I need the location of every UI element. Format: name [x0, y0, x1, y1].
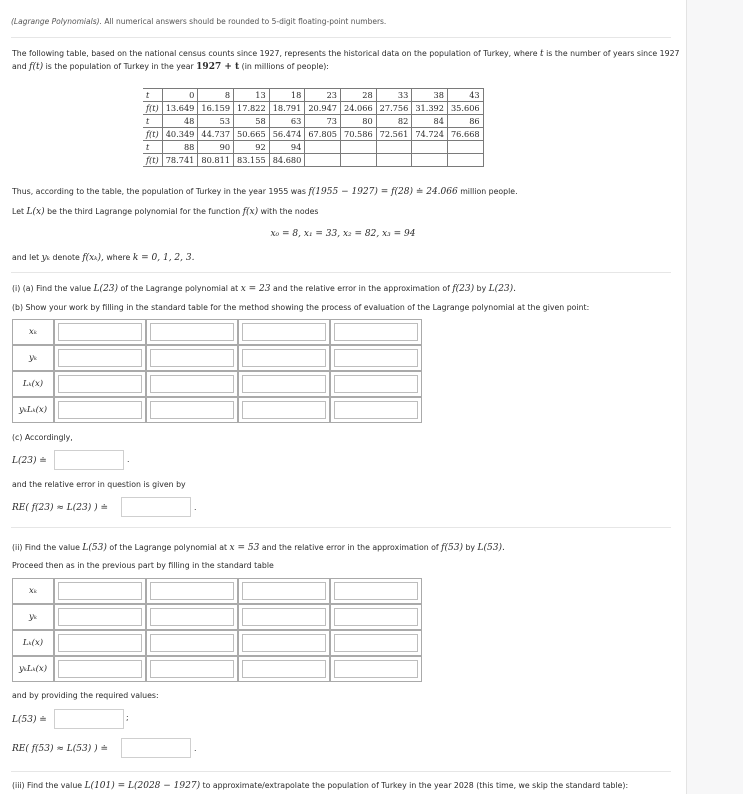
work-cell: [238, 630, 330, 656]
work-cell-input[interactable]: [242, 608, 326, 626]
table-cell: 40.349: [162, 128, 198, 141]
work-cell-input[interactable]: [58, 634, 142, 652]
table-cell: 72.561: [376, 128, 412, 141]
accordingly: (c) Accordingly,: [12, 433, 73, 442]
work-cell-input[interactable]: [150, 582, 234, 600]
work-row-label: yₖLₖ(x): [12, 397, 54, 423]
intro-label: (Lagrange Polynomials).: [11, 17, 102, 26]
period: .: [194, 503, 197, 512]
work-row: [12, 604, 422, 630]
row-label: t: [143, 89, 162, 102]
work-row: [12, 397, 422, 423]
work-table-23: [12, 319, 422, 423]
table-cell: 76.668: [447, 128, 483, 141]
L23-answer-input[interactable]: [54, 450, 124, 470]
work-row-label: yₖ: [12, 345, 54, 371]
work-cell-input[interactable]: [242, 375, 326, 393]
table-row-f: [143, 154, 483, 167]
part-iii: (iii) Find the value L(101) = L(2028 − 1927) to approximate/extrapolate the population of Turkey in the year 2028 (this time, we skip the standard table):: [12, 781, 629, 791]
providing-line: and by providing the required values:: [12, 691, 159, 700]
work-cell: [54, 397, 146, 423]
work-cell-input[interactable]: [334, 323, 418, 341]
table-cell: 83.155: [234, 154, 270, 167]
table-cell: 16.159: [198, 102, 234, 115]
problem-line-1: The following table, based on the national census counts since 1927, represents the historical data on the population of Turkey, where t is the number of years since 1927: [12, 49, 680, 59]
table-cell: 20.947: [305, 102, 341, 115]
RE23-answer-input[interactable]: [121, 497, 191, 517]
work-cell: [330, 604, 422, 630]
table-cell: 38: [412, 89, 448, 102]
work-row: [12, 319, 422, 345]
table-row-f: [143, 102, 483, 115]
table-cell: 13.649: [162, 102, 198, 115]
work-cell-input[interactable]: [58, 401, 142, 419]
period: .: [127, 455, 130, 464]
work-cell: [238, 397, 330, 423]
work-cell-input[interactable]: [242, 349, 326, 367]
yk-line: and let yₖ denote f(xₖ), where k = 0, 1, 2, 3.: [12, 253, 195, 263]
work-cell-input[interactable]: [242, 401, 326, 419]
work-cell: [146, 630, 238, 656]
work-cell: [330, 319, 422, 345]
table-cell: 44.737: [198, 128, 234, 141]
table-cell: [447, 141, 483, 154]
work-cell-input[interactable]: [334, 401, 418, 419]
work-cell: [146, 345, 238, 371]
table-cell: 43: [447, 89, 483, 102]
work-cell-input[interactable]: [58, 375, 142, 393]
work-cell-input[interactable]: [150, 375, 234, 393]
table-cell: 31.392: [412, 102, 448, 115]
work-row: [12, 630, 422, 656]
table-cell: 53: [198, 115, 234, 128]
work-cell-input[interactable]: [334, 375, 418, 393]
work-cell-input[interactable]: [150, 323, 234, 341]
table-cell: [376, 154, 412, 167]
table-cell: 82: [376, 115, 412, 128]
work-cell-input[interactable]: [242, 582, 326, 600]
table-row-t: [143, 141, 483, 154]
RE53-answer-input[interactable]: [121, 738, 191, 758]
work-cell-input[interactable]: [242, 660, 326, 678]
work-cell: [146, 319, 238, 345]
table-cell: [376, 141, 412, 154]
work-cell: [330, 397, 422, 423]
part-ii: (ii) Find the value L(53) of the Lagrange polynomial at x = 53 and the relative error in the approximation of f(53) by L(53).: [12, 543, 505, 553]
work-cell: [54, 345, 146, 371]
work-cell: [146, 371, 238, 397]
work-cell-input[interactable]: [150, 349, 234, 367]
table-cell: 80.811: [198, 154, 234, 167]
work-row: [12, 371, 422, 397]
nodes: x₀ = 8, x₁ = 33, x₂ = 82, x₃ = 94: [270, 229, 416, 239]
intro: [11, 17, 386, 26]
work-cell-input[interactable]: [150, 401, 234, 419]
work-cell-input[interactable]: [58, 349, 142, 367]
work-cell: [146, 397, 238, 423]
row-label: f(t): [143, 128, 162, 141]
table-cell: 88: [162, 141, 198, 154]
table-cell: 92: [234, 141, 270, 154]
work-cell: [146, 656, 238, 682]
table-cell: 78.741: [162, 154, 198, 167]
row-label: f(t): [143, 102, 162, 115]
work-row-label: yₖ: [12, 604, 54, 630]
table-cell: 56.474: [269, 128, 305, 141]
work-cell: [238, 578, 330, 604]
table-cell: 35.606: [447, 102, 483, 115]
table-cell: 8: [198, 89, 234, 102]
table-cell: [305, 141, 341, 154]
work-cell: [330, 345, 422, 371]
work-row-label: xₖ: [12, 319, 54, 345]
work-cell-input[interactable]: [242, 634, 326, 652]
work-row-label: Lₖ(x): [12, 630, 54, 656]
work-cell: [238, 319, 330, 345]
work-cell: [238, 345, 330, 371]
table-cell: [412, 141, 448, 154]
table-cell: 13: [234, 89, 270, 102]
relative-error-text: and the relative error in question is given by: [12, 480, 186, 489]
work-cell-input[interactable]: [150, 634, 234, 652]
work-table-53: [12, 578, 422, 682]
work-cell-input[interactable]: [150, 608, 234, 626]
table-cell: 86: [447, 115, 483, 128]
table-cell: 48: [162, 115, 198, 128]
table-cell: 80: [341, 115, 377, 128]
population-table: [143, 88, 484, 167]
work-cell: [330, 630, 422, 656]
work-cell: [146, 604, 238, 630]
work-cell-input[interactable]: [58, 608, 142, 626]
work-cell: [238, 371, 330, 397]
work-cell-input[interactable]: [334, 608, 418, 626]
table-cell: 24.066: [341, 102, 377, 115]
table-cell: 73: [305, 115, 341, 128]
table-cell: 84: [412, 115, 448, 128]
table-row-f: [143, 128, 483, 141]
row-label: t: [143, 115, 162, 128]
work-cell-input[interactable]: [58, 582, 142, 600]
table-cell: 0: [162, 89, 198, 102]
let-line: Let L(x) be the third Lagrange polynomial for the function f(x) with the nodes: [12, 207, 319, 217]
work-row-label: yₖLₖ(x): [12, 656, 54, 682]
work-row: [12, 345, 422, 371]
work-cell: [238, 656, 330, 682]
work-row-label: Lₖ(x): [12, 371, 54, 397]
part-i-b: (b) Show your work by filling in the standard table for the method showing the process of evaluation of the Lagrange polynomial at the given point:: [12, 303, 590, 312]
table-cell: 74.724: [412, 128, 448, 141]
work-cell: [54, 371, 146, 397]
table-row-t: [143, 115, 483, 128]
table-cell: 90: [198, 141, 234, 154]
work-cell: [330, 578, 422, 604]
row-label: f(t): [143, 154, 162, 167]
L53-label: L(53) ≐: [12, 715, 47, 725]
work-cell-input[interactable]: [334, 582, 418, 600]
table-cell: 28: [341, 89, 377, 102]
table-cell: 84.680: [269, 154, 305, 167]
period: .: [194, 744, 197, 753]
L23-label: L(23) ≐: [12, 456, 47, 466]
work-cell: [54, 604, 146, 630]
problem-line-2: and f(t) is the population of Turkey in the year 1927 + t (in millions of people):: [12, 62, 329, 72]
work-cell: [238, 604, 330, 630]
table-cell: 94: [269, 141, 305, 154]
table-cell: 70.586: [341, 128, 377, 141]
semicolon: ;: [126, 713, 129, 722]
divider: [11, 37, 671, 38]
work-row-label: xₖ: [12, 578, 54, 604]
divider: [11, 771, 671, 772]
work-row: [12, 578, 422, 604]
work-cell-input[interactable]: [242, 323, 326, 341]
proceed-line: Proceed then as in the previous part by filling in the standard table: [12, 561, 274, 570]
table-cell: 67.805: [305, 128, 341, 141]
work-cell: [54, 319, 146, 345]
RE23-label: RE( f(23) ≈ L(23) ) ≐: [12, 503, 109, 513]
work-cell-input[interactable]: [334, 349, 418, 367]
table-cell: [305, 154, 341, 167]
table-cell: 50.665: [234, 128, 270, 141]
work-cell-input[interactable]: [58, 660, 142, 678]
work-cell: [330, 371, 422, 397]
table-cell: [341, 154, 377, 167]
work-cell: [330, 656, 422, 682]
work-cell: [54, 656, 146, 682]
table-cell: 58: [234, 115, 270, 128]
work-cell-input[interactable]: [334, 660, 418, 678]
table-cell: 33: [376, 89, 412, 102]
work-cell: [54, 578, 146, 604]
part-i-a: (i) (a) Find the value L(23) of the Lagrange polynomial at x = 23 and the relative error in the approximation of f(23) by L(23).: [12, 284, 517, 294]
divider: [11, 272, 671, 273]
work-cell-input[interactable]: [334, 634, 418, 652]
table-cell: 63: [269, 115, 305, 128]
row-label: t: [143, 141, 162, 154]
table-row-t: [143, 89, 483, 102]
RE53-label: RE( f(53) ≈ L(53) ) ≐: [12, 744, 109, 754]
work-cell-input[interactable]: [150, 660, 234, 678]
table-cell: [447, 154, 483, 167]
table-cell: [341, 141, 377, 154]
table-cell: 17.822: [234, 102, 270, 115]
table-cell: 27.756: [376, 102, 412, 115]
L53-answer-input[interactable]: [54, 709, 124, 729]
thus-line: Thus, according to the table, the population of Turkey in the year 1955 was f(1955 − 1927) = f(28) ≐ 24.066 million people.: [12, 187, 518, 197]
work-row: [12, 656, 422, 682]
divider: [11, 527, 671, 528]
intro-text: All numerical answers should be rounded to 5-digit floating-point numbers.: [104, 17, 387, 26]
work-cell: [54, 630, 146, 656]
table-cell: 18: [269, 89, 305, 102]
work-cell-input[interactable]: [58, 323, 142, 341]
table-cell: 18.791: [269, 102, 305, 115]
table-cell: 23: [305, 89, 341, 102]
work-cell: [146, 578, 238, 604]
table-cell: [412, 154, 448, 167]
